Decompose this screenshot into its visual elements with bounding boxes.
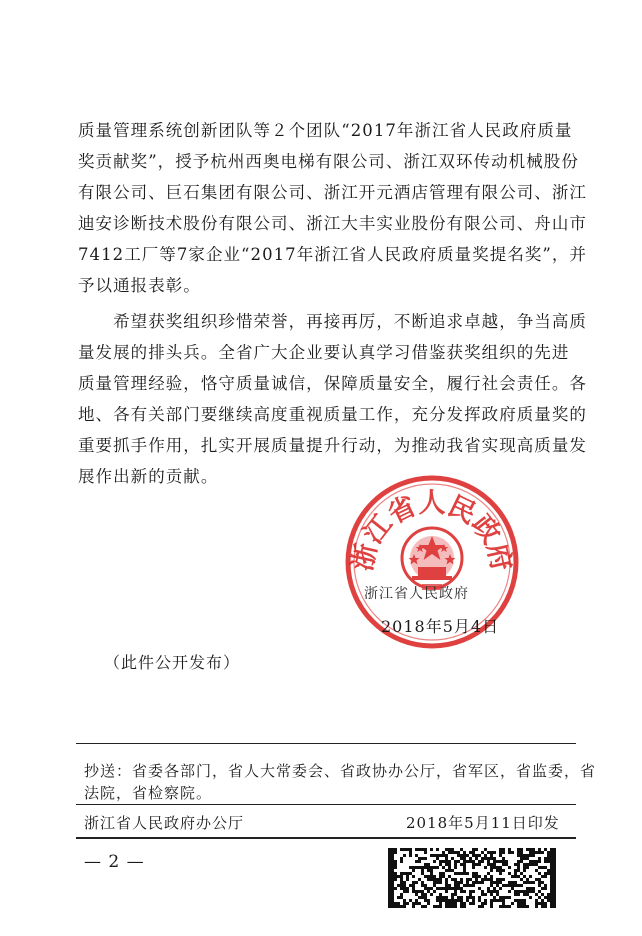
cc-line: 法院，省检察院。 (84, 784, 213, 802)
divider (76, 837, 576, 839)
divider (76, 743, 576, 744)
body-line: 予以通报表彰。 (78, 276, 201, 295)
body-line: 质量管理系统创新团队等２个团队“2017年浙江省人民政府质量 (78, 121, 573, 140)
barcode-icon (388, 848, 556, 908)
body-line: 7412工厂等7家企业“2017年浙江省人民政府质量奖提名奖”，并 (78, 245, 588, 264)
print-date: 2018年5月11日印发 (406, 814, 560, 832)
issuing-office: 浙江省人民政府办公厅 (84, 814, 245, 832)
national-emblem (402, 528, 462, 590)
body-line: 地、各有关部门要继续高度重视质量工作，充分发挥政府质量奖的 (78, 405, 587, 424)
seal-arc-text: 浙江省人民政府 (347, 488, 517, 574)
signing-organization: 浙江省人民政府 (364, 586, 469, 602)
body-line: 展作出新的贡献。 (78, 467, 219, 486)
body-line: 迪安诊断技术股份有限公司、浙江大丰实业股份有限公司、舟山市 (78, 214, 587, 233)
body-line: 质量管理经验，恪守质量诚信，保障质量安全，履行社会责任。各 (78, 374, 587, 393)
body-line: 有限公司、巨石集团有限公司、浙江开元酒店管理有限公司、浙江 (78, 183, 587, 202)
cc-line: 抄送：省委各部门，省人大常委会、省政协办公厅，省军区，省监委，省 (84, 762, 597, 780)
body-line: 希望获奖组织珍惜荣誉，再接再厉，不断追求卓越，争当高质 (78, 312, 587, 331)
body-line: 奖贡献奖”，授予杭州西奥电梯有限公司、浙江双环传动机械股份 (78, 152, 579, 171)
signing-date: 2018年5月4日 (381, 617, 500, 636)
public-release-note: （此件公开发布） (104, 653, 241, 672)
page-number: — 2 — (84, 852, 145, 872)
body-line: 量发展的排头兵。全省广大企业要认真学习借鉴获奖组织的先进 (78, 343, 570, 362)
divider (76, 804, 576, 805)
body-line: 重要抓手作用，扎实开展质量提升行动，为推动我省实现高质量发 (78, 436, 587, 455)
